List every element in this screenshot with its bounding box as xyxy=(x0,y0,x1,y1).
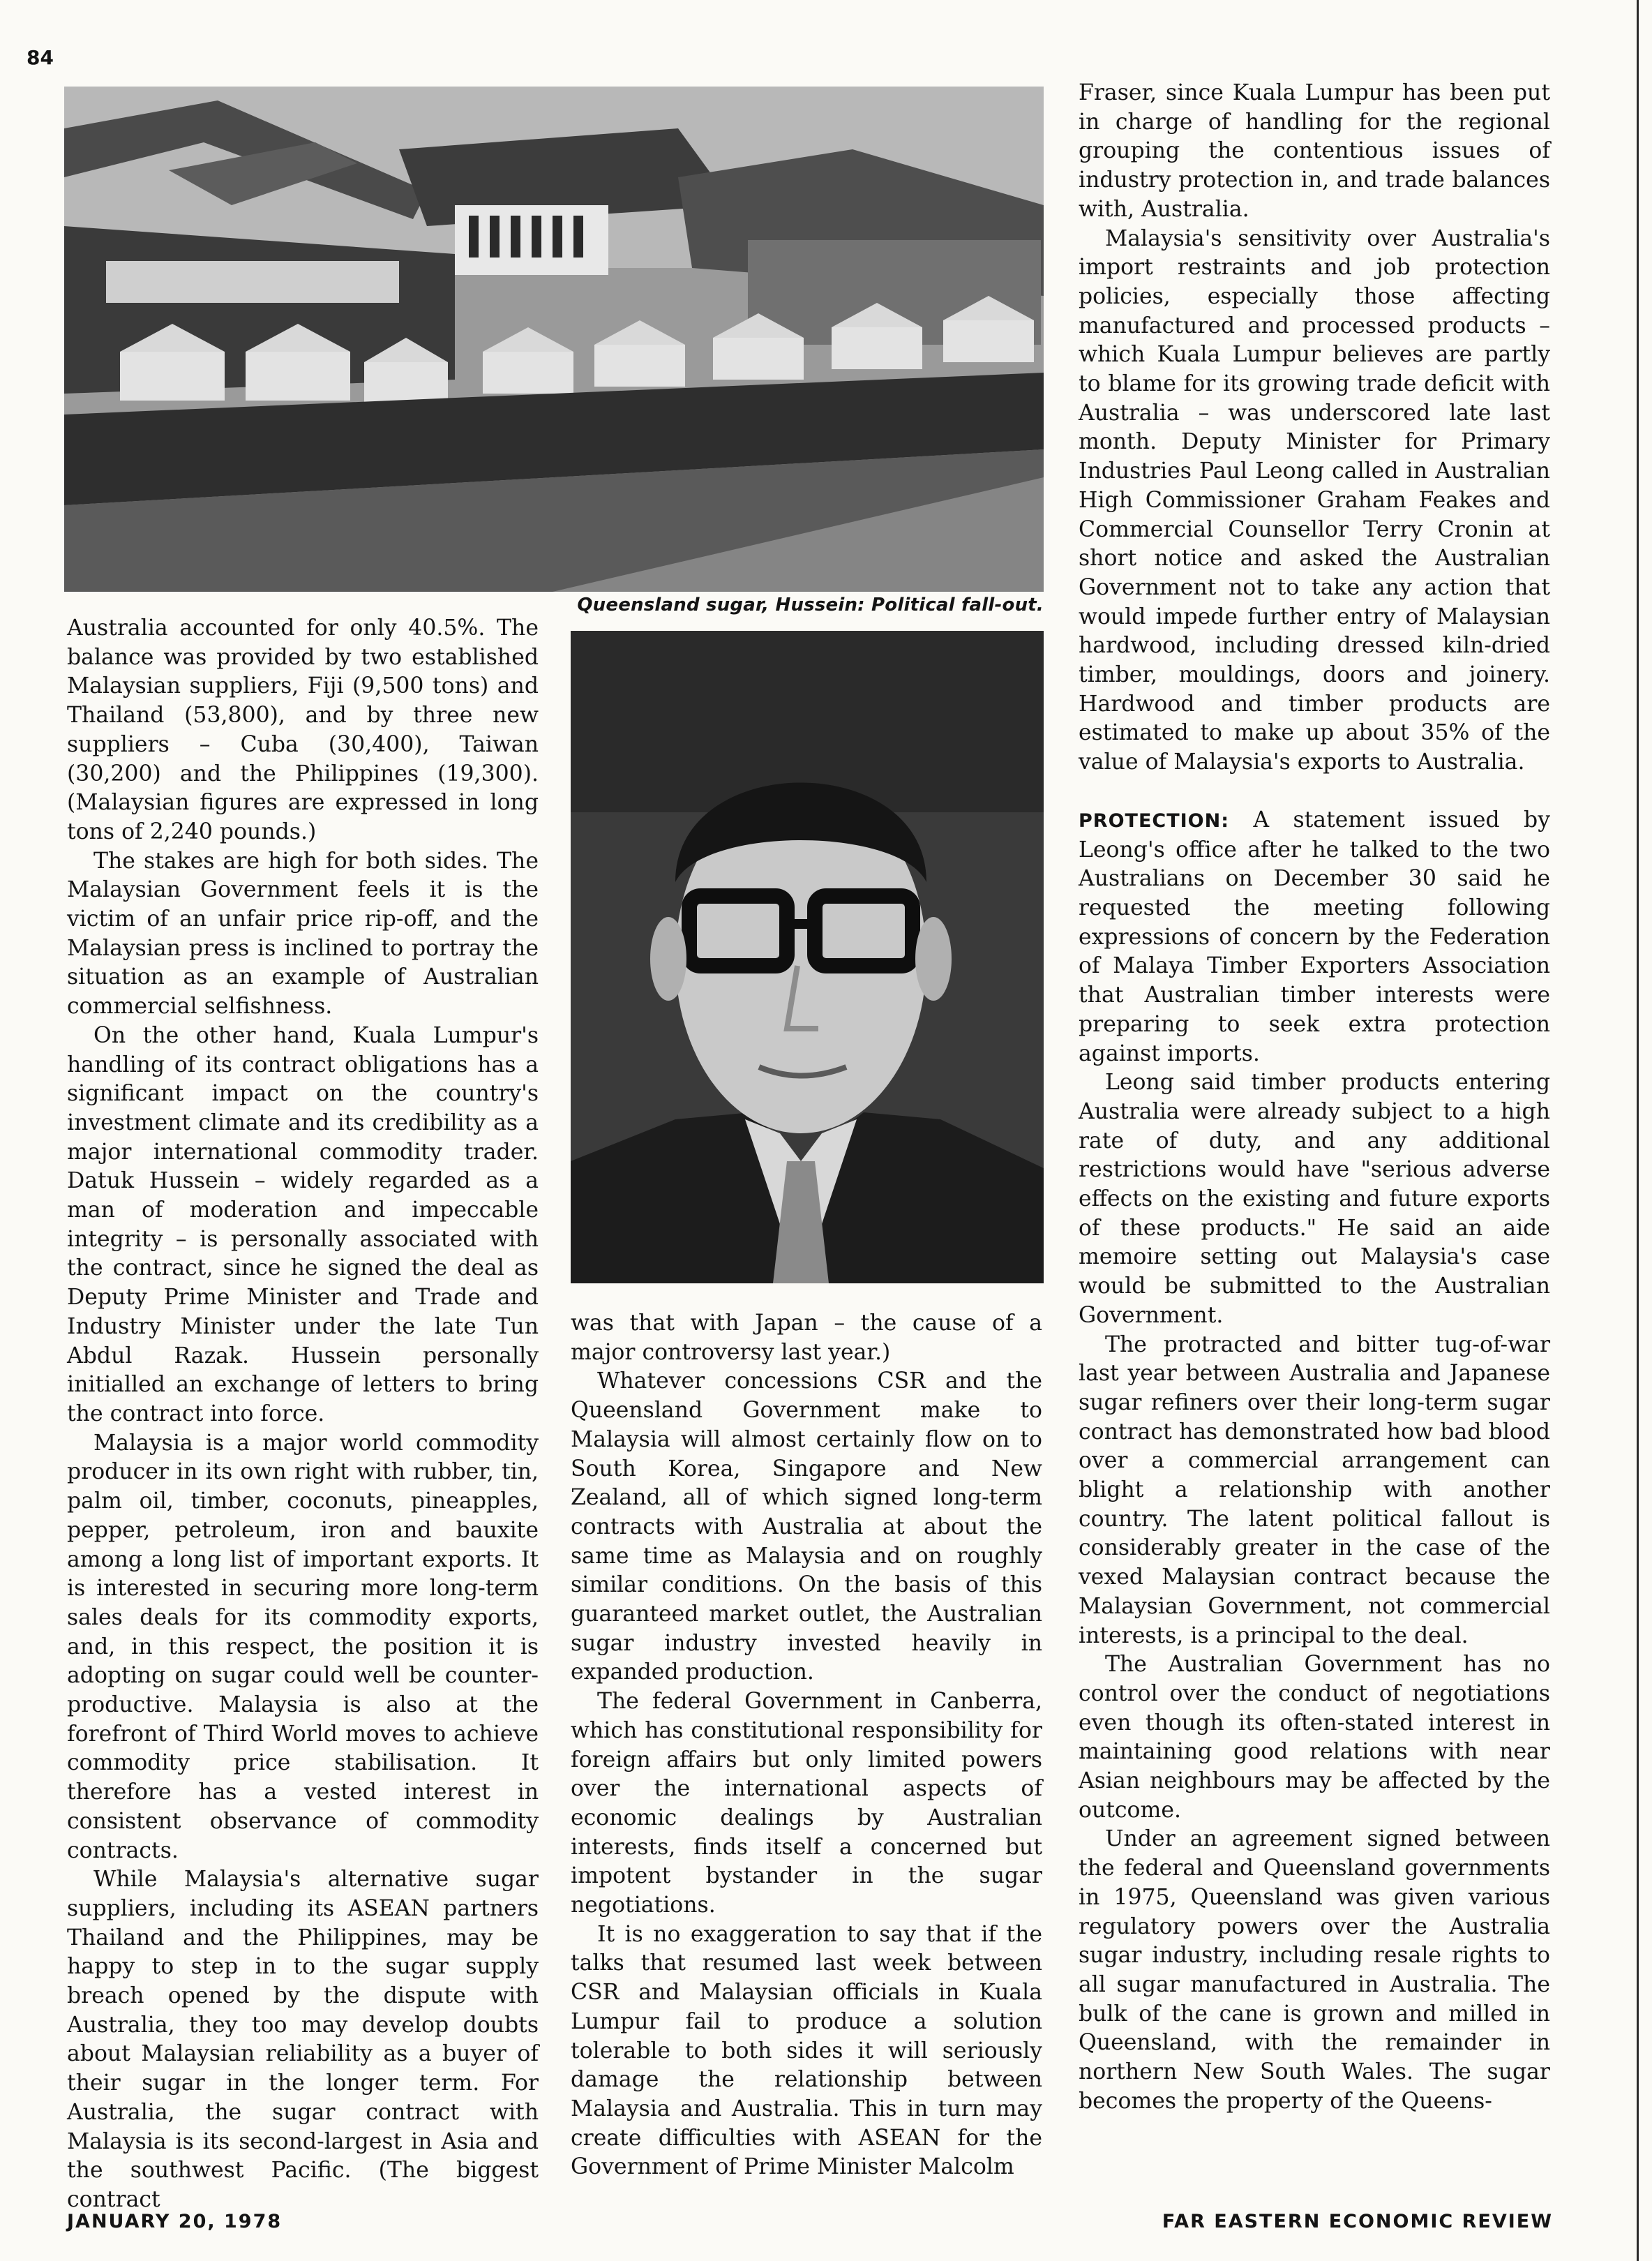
paragraph: Australia accounted for only 40.5%. The balance was provided by two established Malaysian suppliers, Fiji (9,500 tons) and Thailand (53,800), and by three new suppliers – Cuba (30,400), Taiwan (30,200) and the Philippines (19,300). (Malaysian figures are expressed in long tons of 2,240 pounds.) xyxy=(67,615,539,844)
paragraph: The protracted and bitter tug-of-war last year between Australia and Japanese sugar refiners over their long-term sugar contract has demonstrated how bad blood over a commercial arrangement can blight a relationship with another country. The latent political fallout is considerably greater in the case of the vexed Malaysian contract because the Malaysian Government, not commercial interests, is a principal to the deal. xyxy=(1079,1331,1550,1648)
middle-column xyxy=(571,1309,1042,2182)
paragraph: The federal Government in Canberra, which has constitutional responsibility for foreign affairs but only limited powers over the international aspects of economic dealings by Australian interests, finds itself a concerned but impotent bystander in the sugar negotiations. xyxy=(571,1689,1042,1918)
subhead-paragraph-text: A statement issued by Leong's office after he talked to the two Australians on December 30 said he requested the meeting following expressions of concern by the Federation of Malaya Timber Exporters Association that Australian timber interests were preparing to seek extra protection against imports. xyxy=(1079,807,1550,1066)
page-number: 84 xyxy=(27,46,54,69)
paragraph: The Australian Government has no control over the conduct of negotiations even though its often-stated interest in maintaining good relations with near Asian neighbours may be affected by the outcome. xyxy=(1079,1652,1550,1823)
section-subhead: PROTECTION: xyxy=(1079,809,1230,832)
right-column xyxy=(1079,79,1550,2117)
paragraph: Fraser, since Kuala Lumpur has been put in charge of handling for the regional grouping the contentious issues of industry protection in, and trade balances with, Australia. xyxy=(1079,80,1550,222)
paragraph: Leong said timber products entering Australia were already subject to a high rate of duty, and any additional restrictions would have "serious adverse effects on the existing and future exports of these products." He said an aide memoire setting out Malaysia's case would be submitted to the Australian Government. xyxy=(1079,1070,1550,1328)
paragraph: was that with Japan – the cause of a major controversy last year.) xyxy=(571,1311,1042,1365)
paragraph: The stakes are high for both sides. The Malaysian Government feels it is the victim of an unfair price rip-off, and the Malaysian press is inclined to portray the situation as an example of Australian commercial selfishness. xyxy=(67,848,539,1020)
footer-publication: FAR EASTERN ECONOMIC REVIEW xyxy=(1162,2211,1553,2232)
footer-date: JANUARY 20, 1978 xyxy=(67,2211,283,2232)
paragraph: While Malaysia's alternative sugar suppliers, including its ASEAN partners Thailand and the Philippines, may be happy to step in to the sugar supply breach opened by the dispute with Australia, they too may develop doubts about Malaysian reliability as a buyer of their sugar in the longer term. For Australia, the sugar contract with Malaysia is its second-largest in Asia and the southwest Pacific. (The biggest contract xyxy=(67,1867,539,2212)
paragraph: Under an agreement signed between the federal and Queensland governments in 1975, Queensland was given various regulatory powers over the Australia sugar industry, including resale rights to all sugar manufactured in Australia. The bulk of the cane is grown and milled in Queensland, with the remainder in northern New South Wales. The sugar becomes the property of the Queens- xyxy=(1079,1826,1550,2114)
paragraph: It is no exaggeration to say that if the talks that resumed last week between CSR and Malaysian officials in Kuala Lumpur fail to produce a solution tolerable to both sides it will seriously damage the relationship between Malaysia and Australia. This in turn may create difficulties with ASEAN for the Government of Prime Minister Malcolm xyxy=(571,1921,1042,2180)
paragraph: Malaysia is a major world commodity producer in its own right with rubber, tin, palm oil, timber, coconuts, pineapples, pepper, petroleum, iron and bauxite among a long list of important exports. It is interested in securing more long-term sales deals for its commodity exports, and, in this respect, the position it is adopting on sugar could well be counter-productive. Malaysia is also at the forefront of Third World moves to achieve commodity price stabilisation. It therefore has a vested interest in consistent observance of commodity contracts. xyxy=(67,1430,539,1863)
paragraph: Whatever concessions CSR and the Queensland Government make to Malaysia will almost certainly flow on to South Korea, Singapore and New Zealand, all of which signed long-term contracts with Australia at about the same time as Malaysia and on roughly similar conditions. On the basis of this guaranteed market outlet, the Australian sugar industry invested heavily in expanded production. xyxy=(571,1368,1042,1685)
subhead-paragraph xyxy=(1079,806,1550,1068)
portrait-photo xyxy=(571,631,1044,1283)
page-edge xyxy=(1637,0,1639,2261)
paragraph: On the other hand, Kuala Lumpur's handling of its contract obligations has a significant impact on the country's investment climate and its credibility as a major international commodity trader. Datuk Hussein – widely regarded as a man of moderation and impeccable integrity – is personally associated with the contract, since he signed the deal as Deputy Prime Minister and Trade and Industry Minister under the late Tun Abdul Razak. Hussein personally initialled an exchange of letters to bring the contract into force. xyxy=(67,1022,539,1426)
photo-caption: Queensland sugar, Hussein: Political fall-out. xyxy=(577,595,1044,615)
paragraph: Malaysia's sensitivity over Australia's import restraints and job protection policies, especially those affecting manufactured and processed products – which Kuala Lumpur believes are partly to blame for its growing trade deficit with Australia – was underscored late last month. Deputy Minister for Primary Industries Paul Leong called in Australian High Commissioner Graham Feakes and Commercial Counsellor Terry Cronin at short notice and asked the Australian Government not to take any action that would impede further entry of Malaysian hardwood, including dressed kiln-dried timber, mouldings, doors and joinery. Hardwood and timber products are estimated to make up about 35% of the value of Malaysia's exports to Australia. xyxy=(1079,225,1550,775)
sugar-mill-photo xyxy=(64,87,1044,592)
left-column xyxy=(67,614,539,2215)
